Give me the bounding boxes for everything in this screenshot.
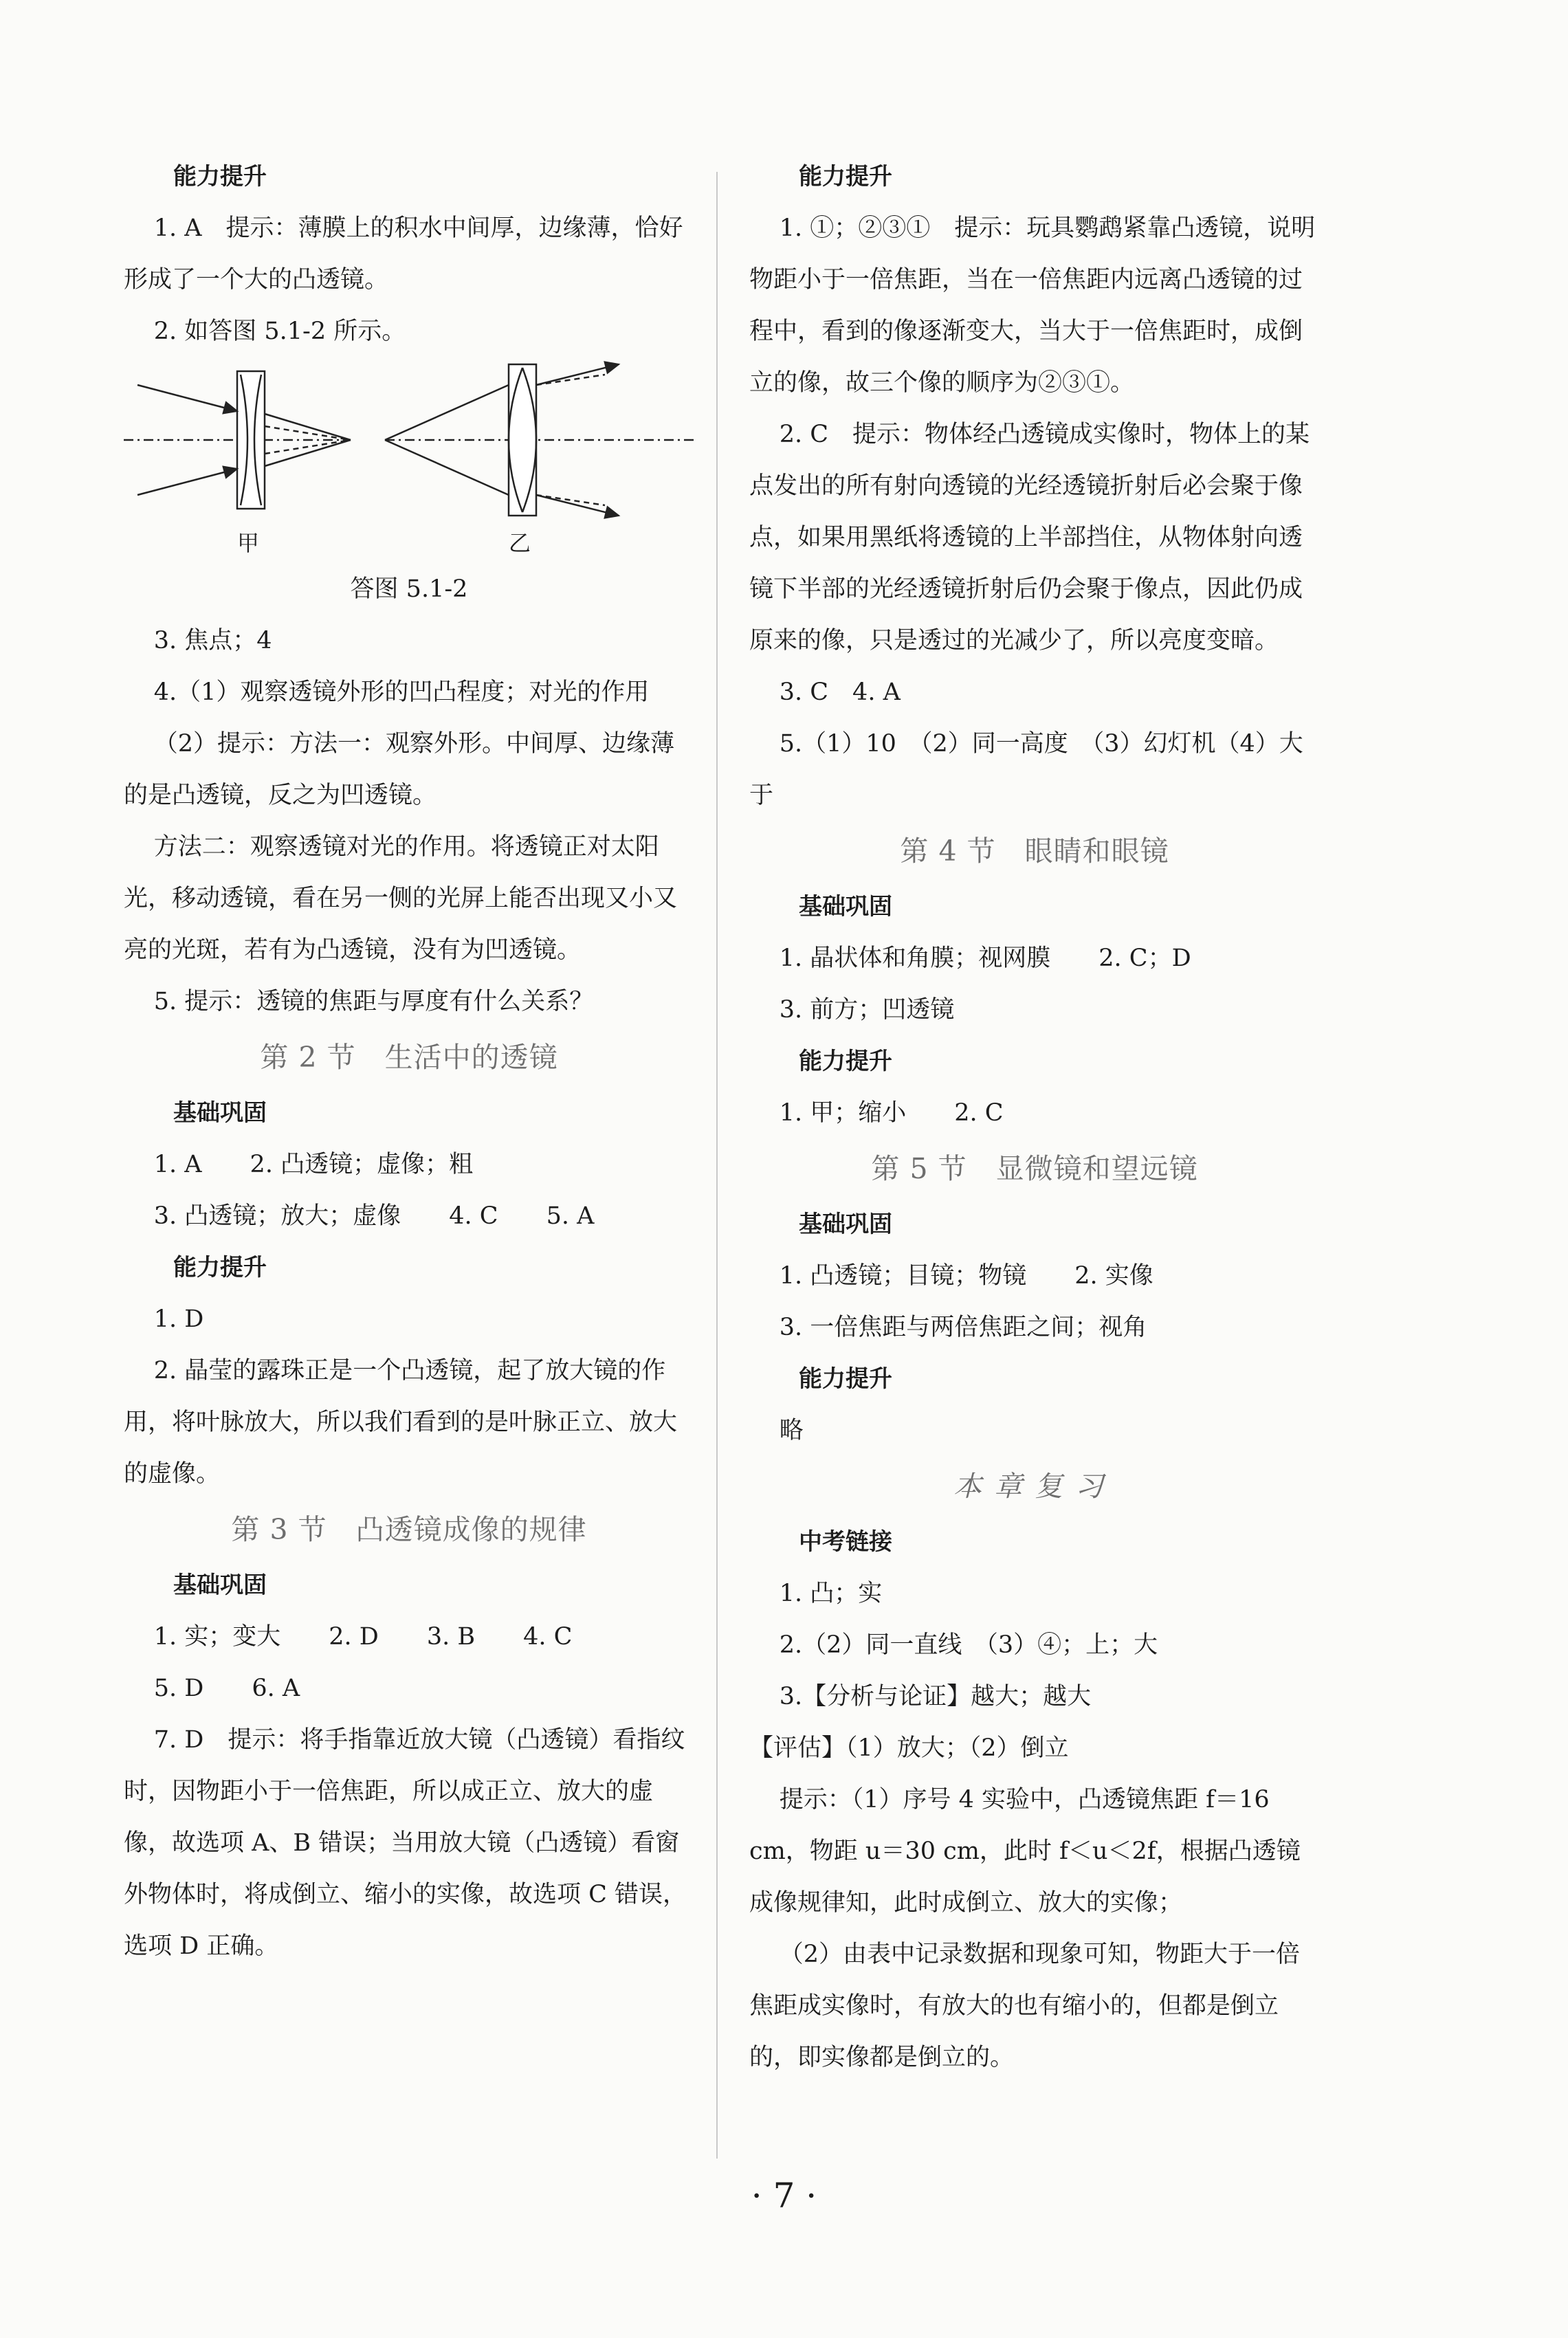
page-number: · 7 · (751, 2176, 817, 2216)
s4-answer-1: 1. 晶状体和角膜；视网膜 2. C；D (779, 945, 1191, 972)
left-column (124, 151, 694, 1972)
exam-hint-1: 提示：（1）序号 4 实验中，凸透镜焦距 f＝16 cm，物距 u＝30 cm，此时 f＜u＜2f，根据凸透镜成像规律知，此时成倒立、放大的实像； (749, 1786, 1301, 1917)
s3-ability-3: 3. C 4. A (779, 679, 901, 706)
heading-ability: 能力提升 (799, 163, 892, 190)
s3-ability-1: 1. ①；②③① 提示：玩具鹦鹉紧靠凸透镜，说明物距小于一倍焦距，当在一倍焦距内远离凸透镜的过程中，看到的像逐渐变大，当大于一倍焦距时，成倒立的像，故三个像的顺序为②③①。 (749, 214, 1316, 397)
s3-answer-1: 1. 实；变大 2. D 3. B 4. C (153, 1623, 573, 1651)
answer-3: 3. 焦点；4 (153, 627, 272, 654)
exam-answer-2: 2.（2）同一直线 （3）④；上；大 (779, 1631, 1158, 1659)
answer-2: 2. 如答图 5.1-2 所示。 (153, 318, 406, 345)
heading-basic: 基础巩固 (173, 1571, 267, 1599)
s2-ability-2: 2. 晶莹的露珠正是一个凸透镜，起了放大镜的作用，将叶脉放大，所以我们看到的是叶脉正立、放大的虚像。 (124, 1357, 678, 1488)
exam-evaluation: 【评估】（1）放大；（2）倒立 (749, 1734, 1069, 1762)
section-3-title: 第 3 节 凸透镜成像的规律 (231, 1513, 587, 1546)
s3-ability-5: 5.（1）10 （2）同一高度 （3）幻灯机（4）大于 (749, 730, 1303, 809)
s5-answer-3: 3. 一倍焦距与两倍焦距之间；视角 (779, 1314, 1147, 1341)
chapter-review-title: 本章复习 (953, 1470, 1116, 1503)
s3-answer-5: 5. D 6. A (153, 1675, 300, 1702)
exam-answer-3: 3.【分析与论证】越大；越大 (779, 1683, 1092, 1710)
section-5-title: 第 5 节 显微镜和望远镜 (871, 1152, 1198, 1185)
heading-basic: 基础巩固 (173, 1099, 267, 1127)
lens-figure (124, 357, 694, 564)
answer-1: 1. A 提示：薄膜上的积水中间厚，边缘薄，恰好形成了一个大的凸透镜。 (124, 214, 683, 294)
s5-ability: 略 (779, 1417, 804, 1444)
section-4-title: 第 4 节 眼睛和眼镜 (900, 835, 1169, 868)
heading-ability: 能力提升 (173, 1254, 267, 1281)
s5-answer-1: 1. 凸透镜；目镜；物镜 2. 实像 (779, 1262, 1153, 1290)
answer-4-2: （2）提示：方法一：观察外形。中间厚、边缘薄的是凸透镜，反之为凹透镜。 (124, 730, 675, 809)
figure-label-yi: 乙 (509, 530, 531, 556)
heading-basic: 基础巩固 (799, 893, 892, 920)
heading-ability: 能力提升 (799, 1365, 892, 1393)
s2-ability-1: 1. D (153, 1305, 204, 1333)
s2-answer-1: 1. A 2. 凸透镜；虚像；粗 (153, 1151, 474, 1178)
right-column (749, 151, 1320, 2084)
s2-answer-3: 3. 凸透镜；放大；虚像 4. C 5. A (153, 1202, 595, 1230)
column-divider (716, 172, 718, 2159)
s3-ability-2: 2. C 提示：物体经凸透镜成实像时，物体上的某点发出的所有射向透镜的光经透镜折射后必会聚于像点，如果用黑纸将透镜的上半部挡住，从物体射向透镜下半部的光经透镜折射后仍会聚于像点，因此仍成原来的像，只是透过的光减少了，所以亮度变暗。 (749, 421, 1310, 654)
lens-diagram-svg (124, 357, 694, 564)
answer-4-method2: 方法二：观察透镜对光的作用。将透镜正对太阳光，移动透镜，看在另一侧的光屏上能否出现又小又亮的光斑，若有为凸透镜，没有为凹透镜。 (124, 833, 678, 964)
s4-answer-3: 3. 前方；凹透镜 (779, 996, 955, 1024)
exam-hint-2: （2）由表中记录数据和现象可知，物距大于一倍焦距成实像时，有放大的也有缩小的，但都是倒立的，即实像都是倒立的。 (749, 1941, 1301, 2071)
figure-label-jia: 甲 (237, 530, 260, 556)
heading-ability: 能力提升 (799, 1048, 892, 1075)
s4-ability-1: 1. 甲；缩小 2. C (779, 1099, 1004, 1127)
answer-4: 4.（1）观察透镜外形的凹凸程度；对光的作用 (153, 679, 650, 706)
heading-ability: 能力提升 (173, 163, 267, 190)
figure-caption: 答图 5.1-2 (350, 575, 468, 603)
s3-answer-7: 7. D 提示：将手指靠近放大镜（凸透镜）看指纹时，因物距小于一倍焦距，所以成正立、放大的虚像，故选项 A、B 错误；当用放大镜（凸透镜）看窗外物体时，将成倒立、缩小的实像，故选项 C 错误，选项 D 正确。 (124, 1726, 687, 1960)
heading-basic: 基础巩固 (799, 1211, 892, 1238)
answer-5: 5. 提示：透镜的焦距与厚度有什么关系？ (153, 988, 594, 1015)
section-2-title: 第 2 节 生活中的透镜 (260, 1041, 558, 1074)
exam-answer-1: 1. 凸；实 (779, 1580, 883, 1607)
heading-exam-link: 中考链接 (799, 1528, 892, 1556)
